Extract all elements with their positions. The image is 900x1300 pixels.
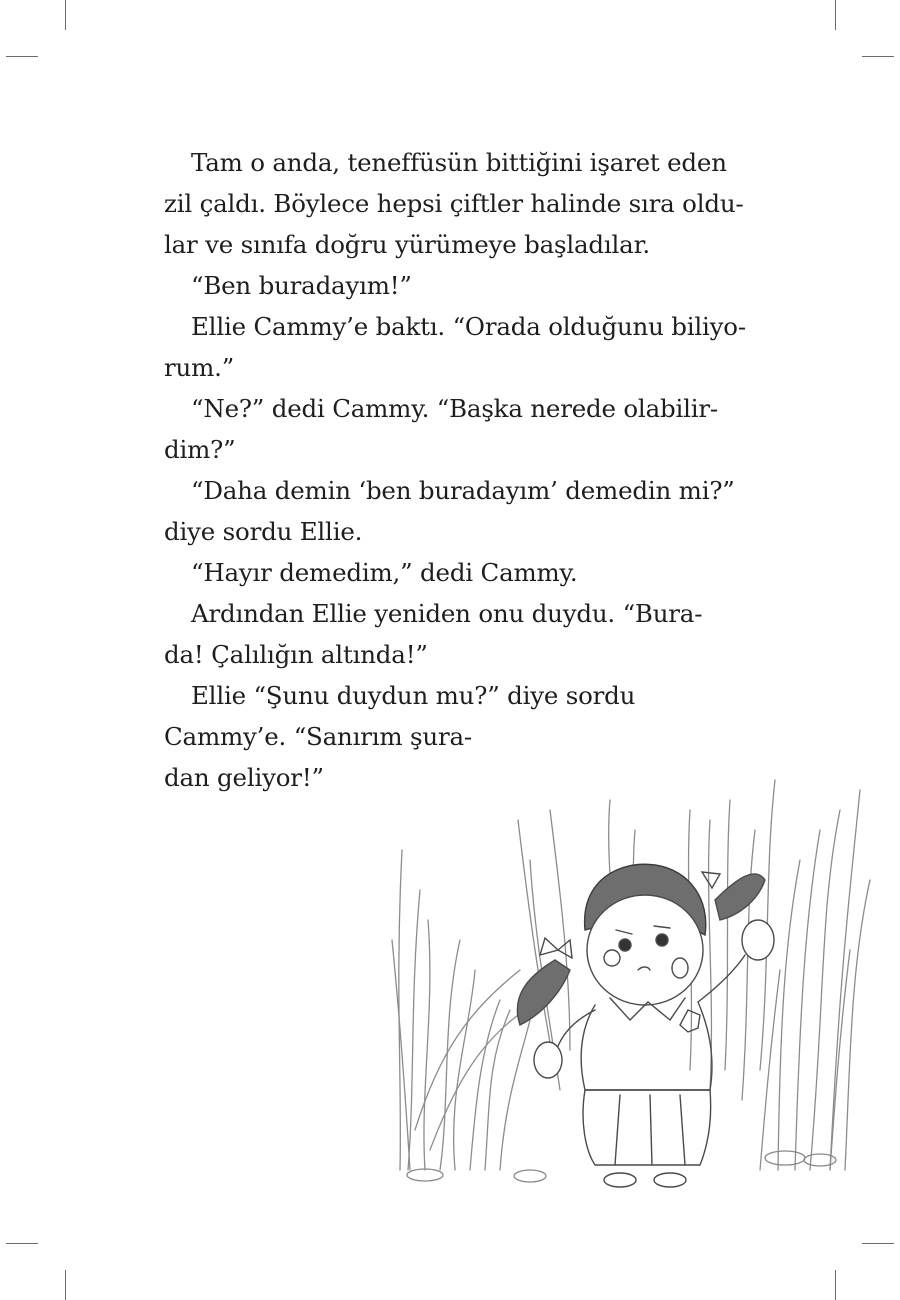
text-line: Cammy’e. “Sanırım şura- [164, 722, 472, 751]
crop-mark [862, 56, 894, 57]
crop-mark [835, 0, 836, 30]
text-line: rum.” [164, 353, 235, 382]
text-line: dim?” [164, 435, 236, 464]
girl-in-grass-illustration [380, 770, 880, 1190]
text-line: Ardından Ellie yeniden onu duydu. “Bura- [191, 599, 703, 628]
text-line: zil çaldı. Böylece hepsi çiftler halinde sıra oldu- [164, 189, 744, 218]
text-line: Tam o anda, teneffüsün bittiğini işaret eden [191, 148, 727, 177]
text-line: “Ben buradayım!” [191, 271, 412, 300]
crop-mark [65, 1270, 66, 1300]
text-line: da! Çalılığın altında!” [164, 640, 428, 669]
text-line: Ellie “Şunu duydun mu?” diye sordu [191, 681, 636, 710]
text-line: “Ne?” dedi Cammy. “Başka nerede olabilir- [191, 394, 718, 423]
crop-mark [835, 1270, 836, 1300]
text-line: “Daha demin ‘ben buradayım’ demedin mi?” [191, 476, 735, 505]
crop-mark [65, 0, 66, 30]
text-line [191, 148, 740, 178]
text-line: dan geliyor!” [164, 763, 324, 792]
text-line: “Hayır demedim,” dedi Cammy. [191, 558, 578, 587]
text-line: Ellie Cammy’e baktı. “Orada olduğunu biliyo- [191, 312, 746, 341]
crop-mark [862, 1243, 894, 1244]
girl-figure [517, 864, 774, 1187]
text-line: lar ve sınıfa doğru yürümeye başladılar. [164, 230, 650, 259]
crop-mark [6, 56, 38, 57]
text-line: diye sordu Ellie. [164, 517, 363, 546]
crop-mark [6, 1243, 38, 1244]
